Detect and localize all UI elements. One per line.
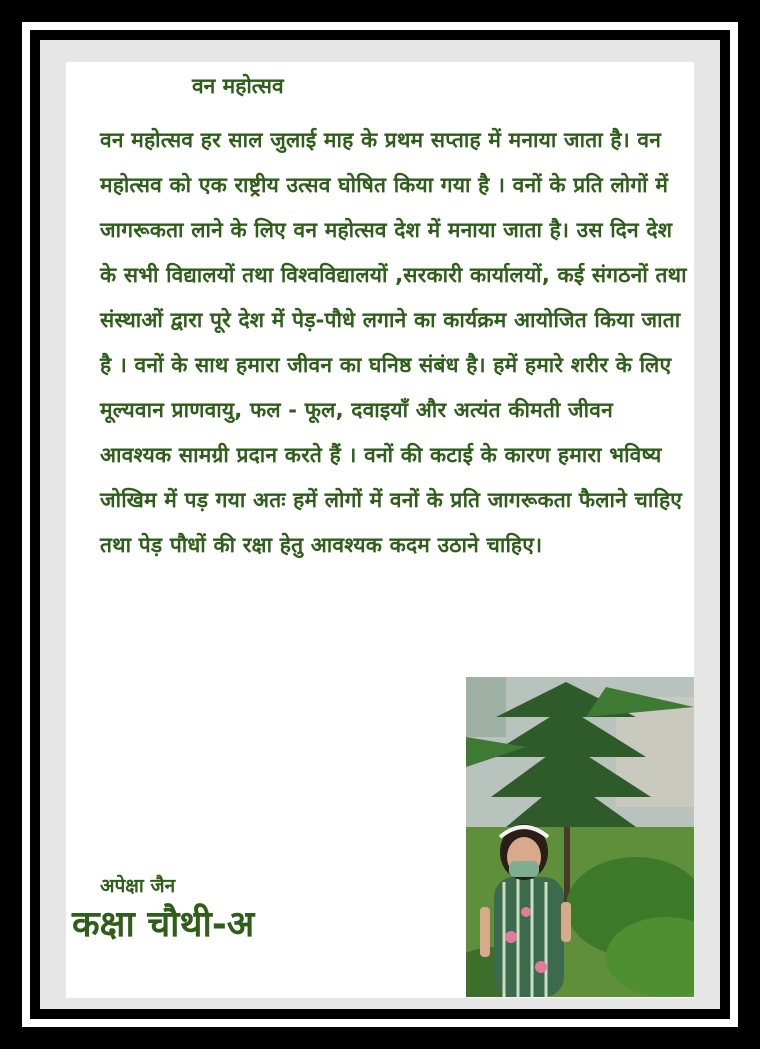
author-name: अपेक्षा जैन: [100, 875, 176, 897]
class-label: कक्षा चौथी-अ: [72, 904, 255, 945]
student-photo: [466, 677, 694, 997]
essay-title: वन महोत्सव: [192, 74, 284, 98]
essay-body: वन महोत्सव हर साल जुलाई माह के प्रथम सप्ताह में मनाया जाता है। वन महोत्सव को एक राष्ट्रीय उत्सव घोषित किया गया है । वनों के प्रति लोगों में जागरूकता लाने के लिए वन महोत्सव देश में मनाया जाता है। उस दिन देश के सभी विद्यालयों तथा विश्वविद्यालयों ,सरकारी कार्यालयों, कई संगठनों तथा संस्थाओं द्वारा पूरे देश में पेड़-पौधे लगाने का कार्यक्रम आयोजित किया जाता है । वनों के साथ हमारा जीवन का घनिष्ठ संबंध है। हमें हमारे शरीर के लिए मूल्यवान प्राणवायु, फल - फूल, दवाइयाँ और अत्यंत कीमती जीवन आवश्यक सामग्री प्रदान करते हैं । वनों की कटाई के कारण हमारा भविष्य जोखिम में पड़ गया अतः हमें लोगों में वनों के प्रति जागरूकता फैलाने चाहिए तथा पेड़ पौधों की रक्षा हेतु आवश्यक कदम उठाने चाहिए।: [100, 128, 687, 557]
garden-photo-image: [466, 677, 694, 997]
